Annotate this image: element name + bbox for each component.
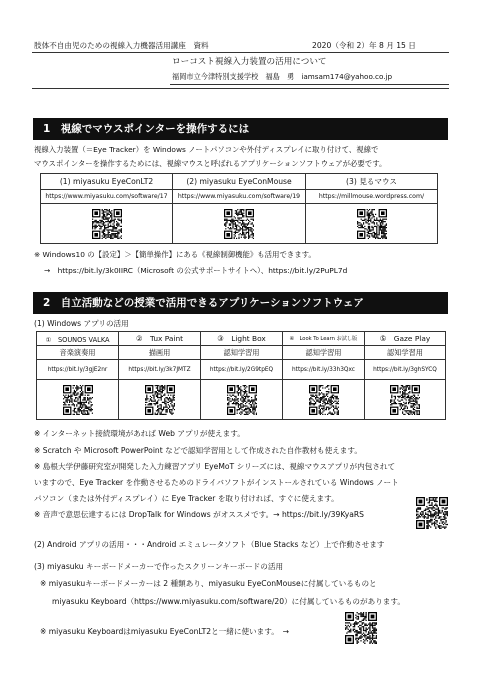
qr-code-icon[interactable] xyxy=(145,385,175,415)
note-eyemot-line1: ※ 島根大学伊藤研究室が開発した入力練習アプリ EyeMoT シリーズには、視線マウスアプリが内包されて xyxy=(34,462,396,471)
header-rule-bottom xyxy=(32,88,449,89)
gaze-app-name: (1) miyasuku EyeConLT2 xyxy=(41,174,173,190)
section2-heading: 2 自立活動などの授業で活用できるアプリケーションソフトウェア xyxy=(33,292,448,314)
app-url[interactable]: https://bit.ly/2G9tpEQ xyxy=(201,360,283,380)
qr-code-icon[interactable] xyxy=(390,385,420,415)
app-name: ② Tux Paint xyxy=(119,332,201,346)
keyboard-maker-note-line2[interactable]: miyasuku Keyboard（https://www.miyasuku.com/software/20）に付属しているものがあります。 xyxy=(52,597,405,606)
app-url[interactable]: https://bit.ly/3ghSYCQ xyxy=(365,360,446,380)
app-url[interactable]: https://bit.ly/3k7JMTZ xyxy=(119,360,201,380)
app-purpose: 認知学習用 xyxy=(283,346,365,360)
gaze-app-url[interactable]: https://www.miyasuku.com/software/17 xyxy=(41,190,173,204)
gaze-app-qr-cell xyxy=(41,204,173,244)
microsoft-support-links[interactable]: → https://bit.ly/3k0IIRC（Microsoft の公式サポートサイトへ）、https://bit.ly/2PuPL7d xyxy=(44,266,348,275)
app-qr-cell xyxy=(283,380,365,420)
app-purpose: 描画用 xyxy=(119,346,201,360)
header-rule-mid xyxy=(170,84,449,85)
gaze-app-name: (2) miyasuku EyeConMouse xyxy=(173,174,306,190)
app-purpose: 認知学習用 xyxy=(201,346,283,360)
windows-apps-table xyxy=(36,331,446,420)
app-name: ③ Light Box xyxy=(201,332,283,346)
keyboard-eyeconlt2-note: ※ miyasuku Keyboardはmiyasuku EyeConLT2と一緒に使います。 → xyxy=(40,627,289,636)
app-purpose: 音楽演奏用 xyxy=(37,346,119,360)
qr-code-icon[interactable] xyxy=(227,385,257,415)
gaze-app-url[interactable]: https://www.miyasuku.com/software/19 xyxy=(173,190,306,204)
document-title: ローコスト視線入力装置の活用について xyxy=(172,57,327,67)
section1-para-line1: 視線入力装置（＝Eye Tracker）を Windows ノートパソコンや外付ディスプレイに取り付けて、視線で xyxy=(34,145,379,154)
qr-code-icon[interactable] xyxy=(63,385,93,415)
app-name: ⑤ Gaze Play xyxy=(365,332,446,346)
app-name: ① SOUNOS VALKA xyxy=(37,332,119,346)
app-url[interactable]: https://bit.ly/33h3Qxc xyxy=(283,360,365,380)
gaze-app-qr-cell xyxy=(173,204,306,244)
qr-code-icon[interactable] xyxy=(309,385,339,415)
windows-eye-control-note: ※ Windows10 の【設定】＞【簡単操作】にある《視線制御機能》も活用できます。 xyxy=(34,250,316,259)
course-title: 肢体不自由児のための視線入力機器活用講座 資料 xyxy=(34,41,209,50)
app-url[interactable]: https://bit.ly/3gjE2nr xyxy=(37,360,119,380)
app-qr-cell xyxy=(365,380,446,420)
qr-code-icon[interactable] xyxy=(416,497,448,529)
section1-heading: 1 視線でマウスポインターを操作するには xyxy=(33,118,448,140)
note-web-apps: ※ インターネット接続環境があれば Web アプリが使えます。 xyxy=(34,429,245,438)
keyboard-maker-subheading: (3) miyasuku キーボードメーカーで作ったスクリーンキーボードの活用 xyxy=(34,562,284,571)
app-name: ④ Look To Learn お試し版 xyxy=(283,332,365,346)
app-qr-cell xyxy=(37,380,119,420)
note-eyemot-line2: いますので、Eye Tracker を作動させるためのドライバソフトがインストールされている Windows ノート xyxy=(34,478,399,487)
gaze-mouse-table xyxy=(40,173,438,244)
android-apps-subheading: (2) Android アプリの活用・・・Android エミュレータソフト（Blue Stacks など）上で作動させます xyxy=(34,540,385,549)
note-scratch-powerpoint: ※ Scratch や Microsoft PowerPoint などで認知学習用として作成された自作教材も使えます。 xyxy=(34,446,362,455)
gaze-app-url[interactable]: https://millmouse.wordpress.com/ xyxy=(306,190,438,204)
note-droptalk[interactable]: ※ 音声で意思伝達するには DropTalk for Windows がオススメです。→ https://bit.ly/39KyaRS xyxy=(34,510,364,519)
qr-code-icon[interactable] xyxy=(92,209,122,239)
app-purpose: 認知学習用 xyxy=(365,346,446,360)
gaze-app-name: (3) 見るマウス xyxy=(306,174,438,190)
gaze-app-qr-cell xyxy=(306,204,438,244)
header-rule-top xyxy=(32,52,449,53)
document-date: 2020（令和 2）年 8 月 15 日 xyxy=(312,41,416,50)
app-qr-cell xyxy=(119,380,201,420)
author-line: 福岡市立今津特別支援学校 福島 勇 iamsam174@yahoo.co.jp xyxy=(172,72,393,81)
qr-code-icon[interactable] xyxy=(357,209,387,239)
section1-para-line2: マウスポインターを操作するためには、視線マウスと呼ばれるアプリケーションソフトウェアが必要です。 xyxy=(34,159,387,168)
qr-code-icon[interactable] xyxy=(345,612,377,644)
keyboard-maker-note-line1: ※ miyasukuキーボードメーカーは 2 種類あり、miyasuku EyeConMouseに付属しているものと xyxy=(40,579,377,588)
note-eyemot-line3: パソコン（または外付ディスプレイ）に Eye Tracker を取り付ければ、すぐに使えます。 xyxy=(34,494,339,503)
qr-code-icon[interactable] xyxy=(224,209,254,239)
windows-apps-subheading: (1) Windows アプリの活用 xyxy=(34,319,129,328)
app-qr-cell xyxy=(201,380,283,420)
